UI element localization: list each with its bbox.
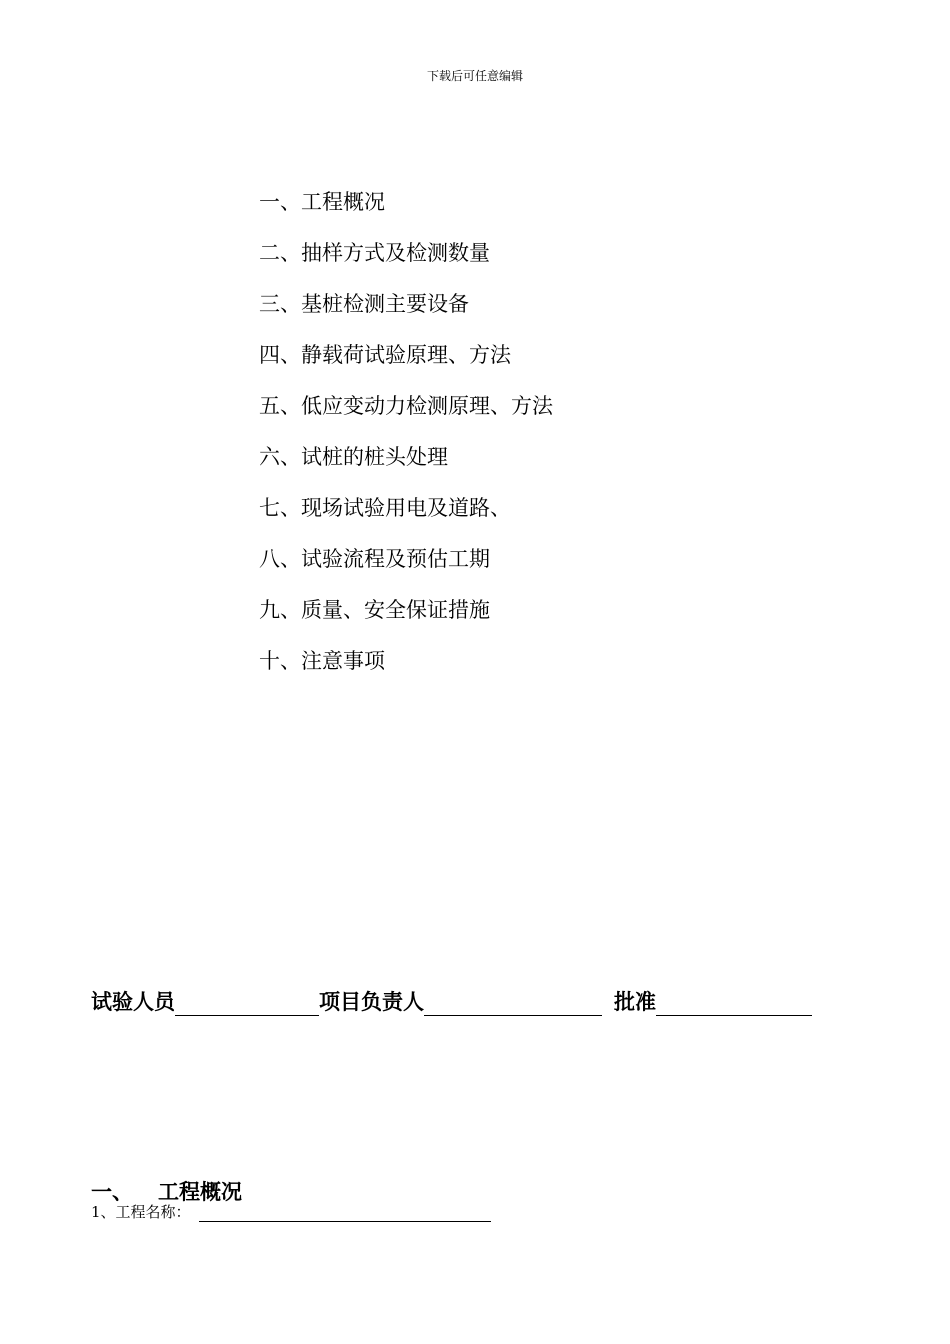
toc-item: 六、试桩的桩头处理	[259, 445, 448, 469]
toc-item: 一、工程概况	[259, 190, 385, 214]
project-name-field	[91, 1201, 491, 1222]
section-number: 一、	[91, 1180, 133, 1204]
approve-label: 批准	[614, 990, 656, 1014]
toc-item: 九、质量、安全保证措施	[259, 598, 490, 622]
toc-item: 七、现场试验用电及道路、	[259, 496, 511, 520]
signature-row	[91, 986, 851, 1016]
header-note: 下载后可任意编辑	[426, 69, 523, 83]
tester-label: 试验人员	[91, 990, 175, 1014]
toc-item: 八、试验流程及预估工期	[259, 547, 490, 571]
toc-item: 四、静载荷试验原理、方法	[259, 343, 511, 367]
toc-item: 十、注意事项	[259, 649, 385, 673]
manager-label: 项目负责人	[319, 990, 424, 1014]
project-name-blank[interactable]	[199, 1205, 491, 1222]
toc-item: 五、低应变动力检测原理、方法	[259, 394, 553, 418]
section-title: 工程概况	[158, 1180, 242, 1204]
approve-signature-line[interactable]	[656, 989, 812, 1016]
toc-item: 三、基桩检测主要设备	[259, 292, 469, 316]
table-of-contents	[259, 184, 553, 694]
manager-signature-line[interactable]	[424, 989, 602, 1016]
toc-item: 二、抽样方式及检测数量	[259, 241, 490, 265]
project-name-label: 1、工程名称：	[91, 1203, 191, 1221]
tester-signature-line[interactable]	[175, 989, 319, 1016]
